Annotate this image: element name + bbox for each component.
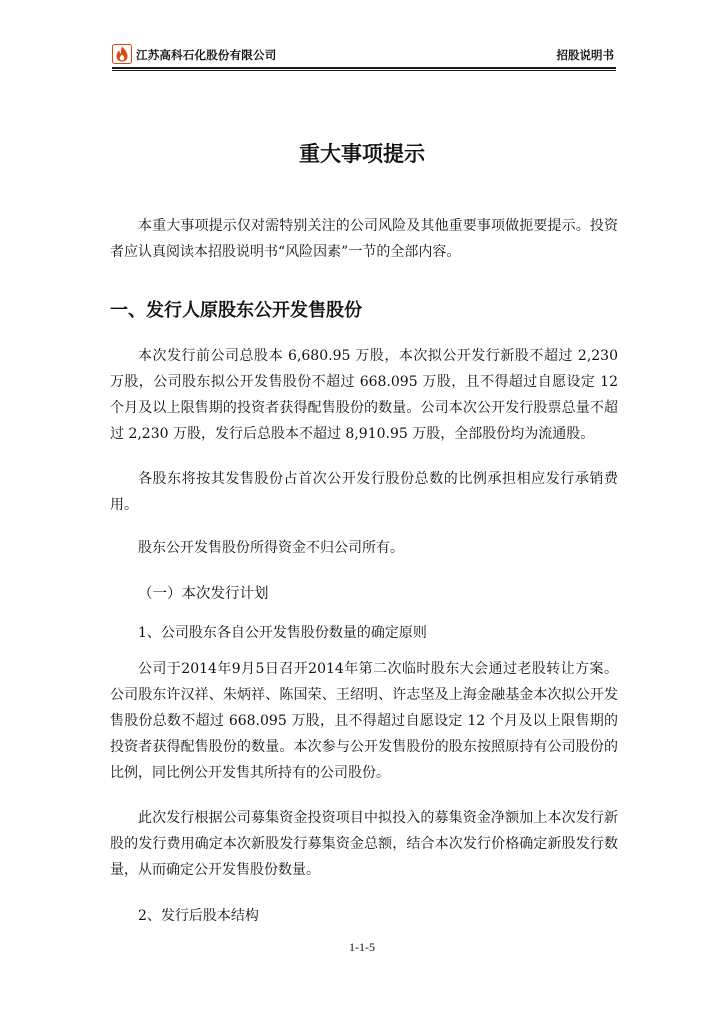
header-divider [112, 67, 616, 69]
page-title: 重大事项提示 [299, 142, 425, 166]
page-number: 1-1-5 [349, 940, 375, 954]
paragraph-shareholder-meeting: 公司于2014年9月5日召开2014年第二次临时股东大会通过老股转让方案。公司股东许汉祥、朱炳祥、陈国荣、王绍明、许志坚及上海金融基金本次拟公开发售股份总数不超过 668.095 万股，且不得超过自愿设定 12 个月及以上限售期的投资者获得配售股份的数量。本次参与公开发售股份的股东按照原持有公司股份的比例，同比例公开发售其所持有的公司股份。 [110, 661, 618, 781]
subsection-heading: （一）本次发行计划 [138, 586, 269, 602]
page-header [112, 42, 616, 68]
paragraph-issuance-basis: 此次发行根据公司募集资金投资项目中拟投入的募集资金净额加上本次发行新股的发行费用确定本次新股发行募集资金总额，结合本次发行价格确定新股发行数量，从而确定公开发售股份数量。 [110, 810, 618, 878]
header-divider-thin [112, 70, 616, 71]
paragraph-share-capital: 本次发行前公司总股本 6,680.95 万股，本次拟公开发行新股不超过 2,230 万股，公司股东拟公开发售股份不超过 668.095 万股，且不得超过自愿设定 12 个月及以上限售期的投资者获得配售股份的数量。公司本次公开发行股票总量不超过 2,230 万股，发行后总股本不超过 8,910.95 万股，全部股份均为流通股。 [110, 348, 618, 442]
item-heading-capital-structure: 2、发行后股本结构 [138, 908, 259, 924]
item-heading-principle: 1、公司股东各自公开发售股份数量的确定原则 [138, 625, 427, 641]
flame-logo-icon [112, 44, 132, 64]
intro-paragraph: 本重大事项提示仅对需特别关注的公司风险及其他重要事项做扼要提示。投资者应认真阅读本招股说明书“风险因素”一节的全部内容。 [110, 218, 618, 260]
paragraph-proceeds: 股东公开发售股份所得资金不归公司所有。 [138, 540, 404, 556]
paragraph-underwriting-fee: 各股东将按其发售股份占首次公开发行股份总数的比例承担相应发行承销费用。 [110, 471, 618, 513]
document-type: 招股说明书 [556, 48, 614, 62]
company-name: 江苏高科石化股份有限公司 [136, 48, 277, 62]
section-heading: 一、发行人原股东公开发售股份 [110, 300, 362, 321]
